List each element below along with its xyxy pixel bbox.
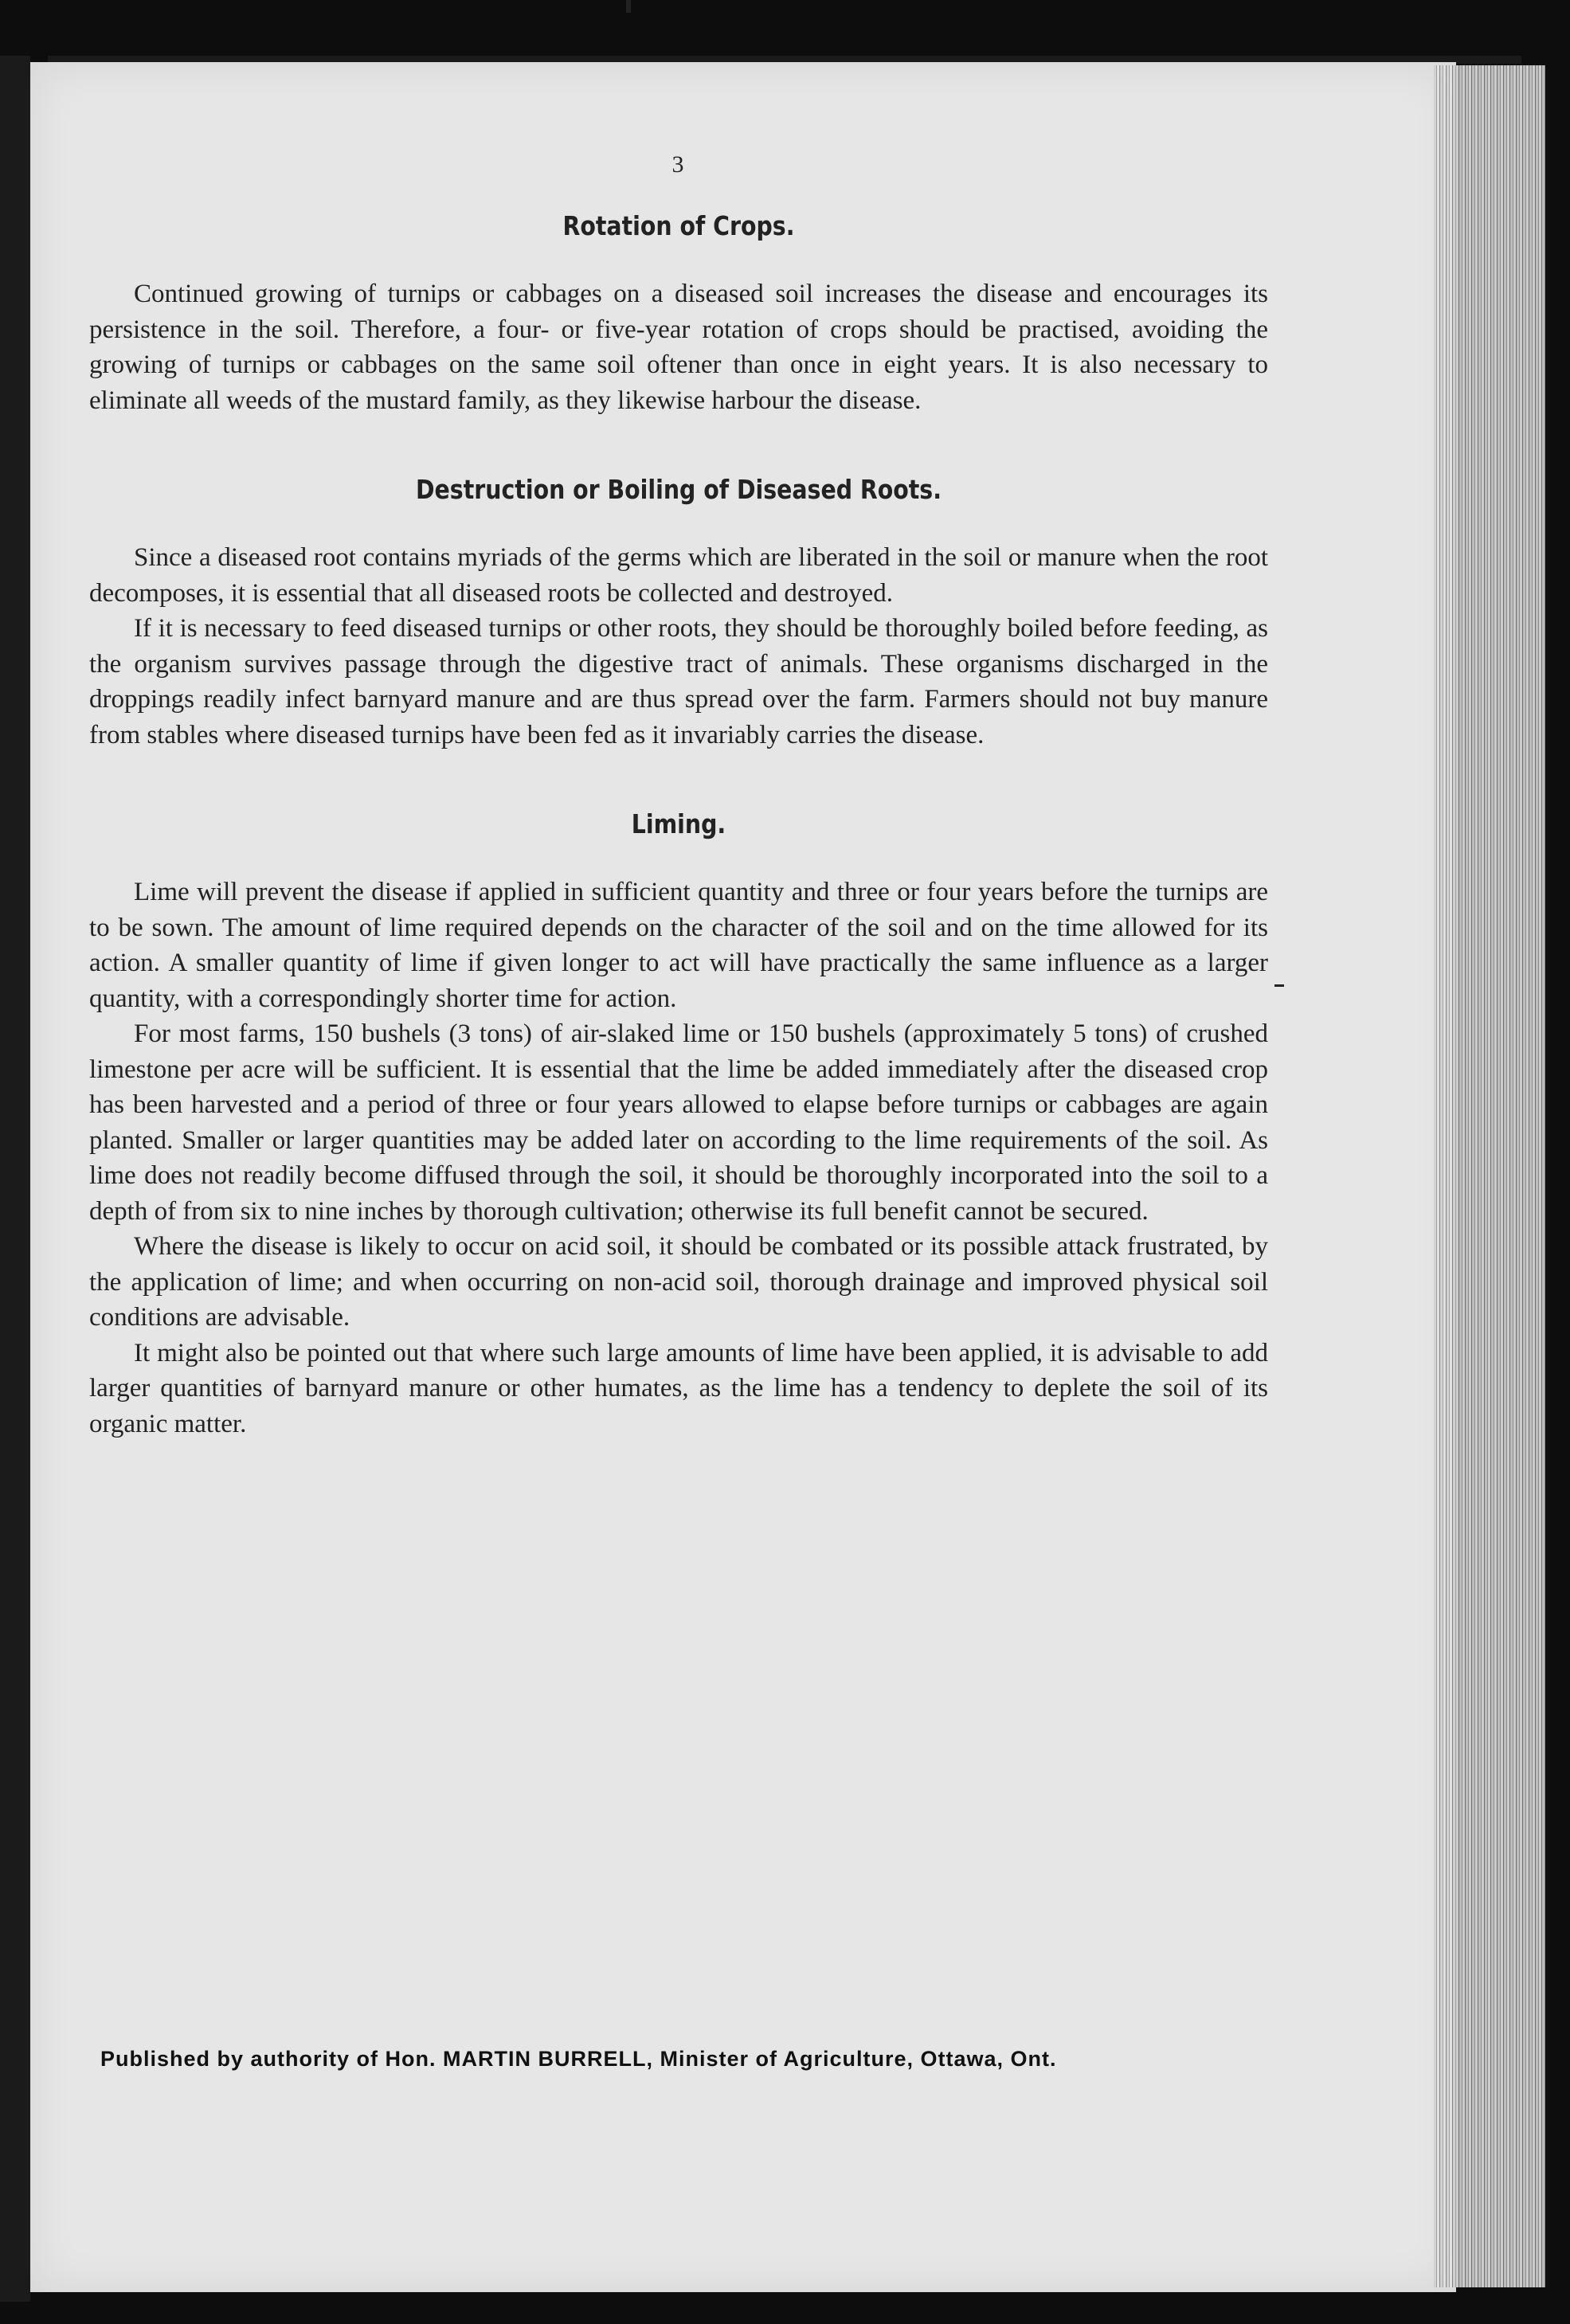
paragraph: Since a diseased root contains myriads of the germs which are liberated in the soil or manure when the root decomposes, it is essential that all diseased roots be collected and destroyed. xyxy=(89,543,1268,608)
page-content xyxy=(89,151,1268,1497)
left-scan-border xyxy=(0,56,30,2302)
page-number: 3 xyxy=(671,151,686,178)
paragraph: Continued growing of turnips or cabbages on a diseased soil increases the disease and encourages its persistence in the soil. Therefore, a four- or five-year rotation of crops should be practised, avoiding the growing of turnips or cabbages on the same soil oftener than once in eight years. It is also necessary to eliminate all weeds of the mustard family, as they likewise harbour the disease. xyxy=(89,280,1268,415)
paragraph: If it is necessary to feed diseased turnips or other roots, they should be thoroughly boiled before feeding, as the organism survives passage through the digestive tract of animals. These organisms discharged in the droppings readily infect barnyard manure and are thus spread over the farm. Farmers should not buy manure from stables where diseased turnips have been fed as it invariably carries the disease. xyxy=(89,614,1268,749)
section-heading: Rotation of Crops. xyxy=(562,210,795,241)
section-destruction-of-diseased-roots xyxy=(89,474,1268,753)
paragraph: Where the disease is likely to occur on acid soil, it should be combated or its possible attack frustrated, by the application of lime; and when occurring on non-acid soil, thorough drainage and improved physical soil conditions are advisable. xyxy=(89,1232,1268,1332)
paragraph: It might also be pointed out that where such large amounts of lime have been applied, it is advisable to add larger quantities of barnyard manure or other humates, as the lime has a tendency to deplete the soil of its organic matter. xyxy=(89,1338,1268,1438)
book-page-edge xyxy=(1434,65,1545,2287)
publication-footer: Published by authority of Hon. MARTIN BURRELL, Minister of Agriculture, Ottawa, Ont. xyxy=(100,2047,1057,2071)
paragraph: Lime will prevent the disease if applied in sufficient quantity and three or four years before the turnips are to be sown. The amount of lime required depends on the character of the soil and on the time allowed for its action. A smaller quantity of lime if given longer to act will have practically the same influence as a larger quantity, with a correspondingly shorter time for action. xyxy=(89,878,1268,1013)
section-heading: Destruction or Boiling of Diseased Roots. xyxy=(416,474,942,505)
paragraph: For most farms, 150 bushels (3 tons) of air-slaked lime or 150 bushels (approximately 5 tons) of crushed limestone per acre will be sufficient. It is essential that the lime be added immediately after the diseased crop has been harvested and a period of three or four years allowed to elapse before turnips or cabbages are again planted. Smaller or larger quantities may be added later on according to the lime requirements of the soil. As lime does not readily become diffused through the soil, it should be thoroughly incorporated into the soil to a depth of from six to nine inches by thorough cultivation; otherwise its full benefit cannot be secured. xyxy=(89,1019,1268,1226)
scan-speck xyxy=(1274,984,1284,987)
section-liming xyxy=(89,808,1268,1442)
scan-speck xyxy=(626,0,631,13)
section-rotation-of-crops xyxy=(89,210,1268,418)
section-heading: Liming. xyxy=(631,808,726,839)
